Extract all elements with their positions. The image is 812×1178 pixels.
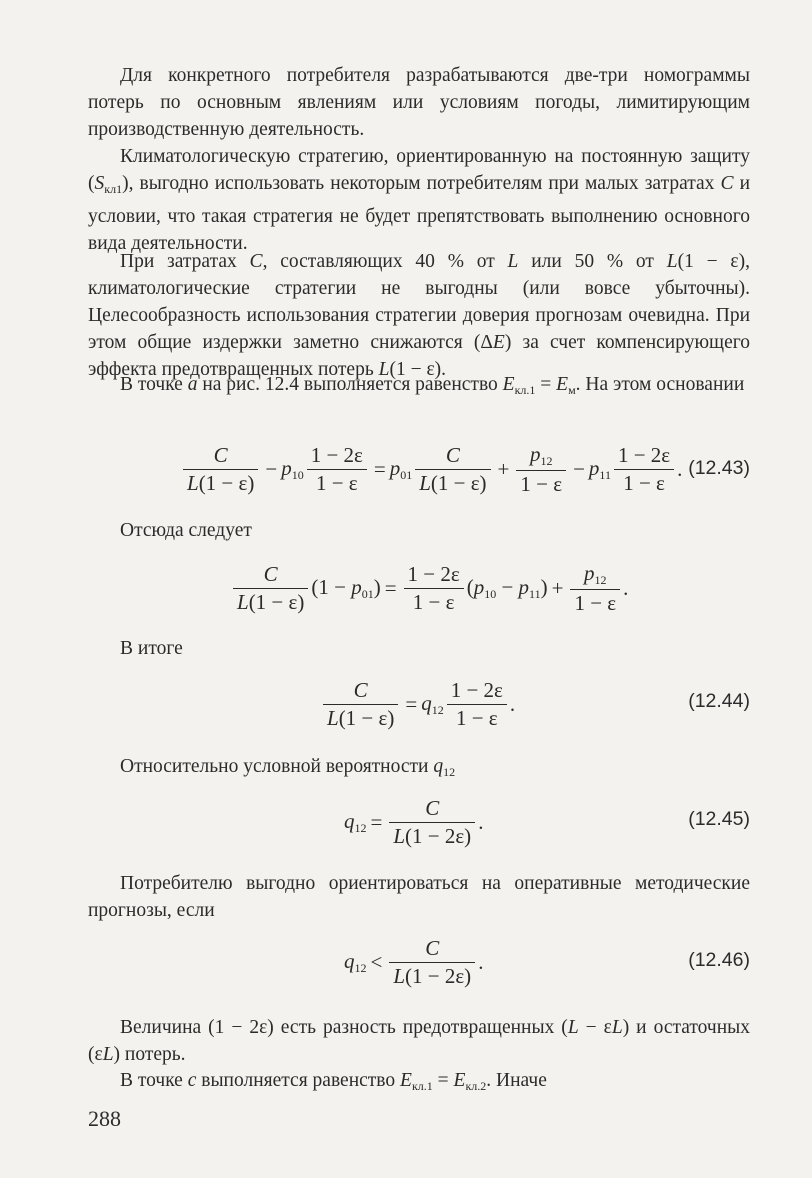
p3-a: При затратах xyxy=(120,251,250,272)
paragraph-1-text: Для конкретного потребителя разрабатываются две-три номограммы потерь по основным явлениям или условиям погоды, лимитирующим производственную деятельность. xyxy=(88,65,750,140)
p3-f: (1 − ε). xyxy=(389,359,447,380)
paragraph-1 xyxy=(88,62,750,143)
symbol-e: E xyxy=(556,374,569,395)
symbol-l: L xyxy=(378,359,390,380)
fraction: $\frac{C}{L(1 - \varepsilon)}$ xyxy=(183,445,258,494)
symbol-c: C xyxy=(720,173,734,194)
p6-b: − ε xyxy=(578,1017,612,1038)
fraction: $\frac{1 - 2\varepsilon}{1 - \varepsilon}$ xyxy=(447,680,507,729)
fraction: $\frac{C}{L(1 - \varepsilon)}$ xyxy=(233,564,308,613)
symbol-e: E xyxy=(492,332,505,353)
equation-12-46: $q_{12}$ < $\frac{C}{L(1 - 2\varepsilon)}$ . xyxy=(344,936,484,988)
fraction: $\frac{C}{L(1 - \varepsilon)}$ xyxy=(415,445,490,494)
p6-d: ) потерь. xyxy=(113,1044,186,1065)
symbol-l: L xyxy=(507,251,519,272)
symbol-c: C xyxy=(249,251,263,272)
symbol-s: S xyxy=(94,173,105,194)
p7-a: В точке xyxy=(120,1070,188,1091)
fraction: $\frac{p_{12}}{1 - \varepsilon}$ xyxy=(516,444,566,495)
p5-text: Потребителю выгодно ориентироваться на оперативные методические прогнозы, если xyxy=(88,873,750,921)
paragraph-4 xyxy=(88,371,750,404)
paragraph-3 xyxy=(88,248,750,383)
equation-12-44: $\frac{C}{L(1 - \varepsilon)}$ = $q_{12}$ $\frac{1 - 2\varepsilon}{1 - \varepsilon}$ . xyxy=(320,680,515,729)
p2-text-c: и условии, что такая стратегия не будет препятствовать выполнению основного вида деятельности. xyxy=(88,173,751,254)
p7-b: выполняется равенство xyxy=(196,1070,401,1091)
sub-kl-1: кл.1 xyxy=(514,383,536,397)
equation-derived: $\frac{C}{L(1 - \varepsilon)}$ $(1 - p_{01})$ = $\frac{1 - 2\varepsilon}{1 - \varepsilon}$ $(p_{10} - p_{11})$ + $\frac{p_{12}}{1 - \varepsilon}$ . xyxy=(230,563,628,614)
equation-number: (12.46) xyxy=(688,949,750,971)
eq-sign: = xyxy=(437,1070,449,1091)
equation-number: (12.44) xyxy=(688,690,750,712)
paragraph-7 xyxy=(88,1067,750,1100)
p2-text-a: Климатологическую стратегию, ориентированную на постоянную защиту ( xyxy=(88,146,750,194)
symbol-c-lower: c xyxy=(187,1070,197,1091)
equation-number: (12.45) xyxy=(688,808,750,830)
fraction: $\frac{C}{L(1 - 2\varepsilon)}$ xyxy=(389,938,475,987)
label-itoge: В итоге xyxy=(120,638,183,659)
symbol-s-sub: кл1 xyxy=(104,182,123,196)
page-number: 288 xyxy=(88,1106,121,1131)
symbol-a: a xyxy=(187,374,198,395)
sub-kl-2: кл.2 xyxy=(465,1079,487,1093)
p2-text-b: ), выгодно использовать некоторым потребителям при малых затратах xyxy=(122,173,721,194)
fraction: $\frac{1 - 2\varepsilon}{1 - \varepsilon}$ xyxy=(307,445,367,494)
sub-m: м xyxy=(568,383,576,397)
label-otsyuda: Отсюда следует xyxy=(120,520,252,541)
p7-c: . Иначе xyxy=(486,1070,547,1091)
symbol-l: L xyxy=(611,1017,623,1038)
equation-12-45: $q_{12}$ = $\frac{C}{L(1 - 2\varepsilon)}$ . xyxy=(344,796,484,848)
symbol-l: L xyxy=(666,251,678,272)
strategy-symbol xyxy=(95,173,123,194)
equation-12-43: $\frac{C}{L(1 - \varepsilon)}$ − $p_{10}$ $\frac{1 - 2\varepsilon}{1 - \varepsilon}$ = $p_{01}$ $\frac{C}{L(1 - \varepsilon)}$ + $\frac{p_{12}}{1 - \varepsilon}$ − $p_{11}$ $\frac{1 - 2\varepsilon}{1 - \varepsilon}$ . xyxy=(180,444,682,495)
p6-a: Величина (1 − 2ε) есть разность предотвращенных ( xyxy=(120,1017,568,1038)
p6-c: ) и остаточных (ε xyxy=(88,1017,750,1065)
label-otnositelno: Относительно условной вероятности $q_{12}$ xyxy=(120,756,456,779)
symbol-l: L xyxy=(102,1044,114,1065)
symbol-l: L xyxy=(567,1017,579,1038)
paragraph-2 xyxy=(88,143,750,257)
eq-sign: = xyxy=(540,374,552,395)
sub-kl-1: кл.1 xyxy=(411,1079,433,1093)
symbol-e: E xyxy=(453,1070,466,1091)
paragraph-5 xyxy=(88,870,750,924)
p4-b: на рис. 12.4 выполняется равенство xyxy=(197,374,503,395)
symbol-e: E xyxy=(400,1070,412,1091)
paragraph-6 xyxy=(88,1014,750,1068)
symbol-e: E xyxy=(502,374,515,395)
fraction: $\frac{p_{12}}{1 - \varepsilon}$ xyxy=(570,563,620,614)
fraction: $\frac{1 - 2\varepsilon}{1 - \varepsilon}$ xyxy=(614,445,674,494)
p4-a: В точке xyxy=(120,374,188,395)
equation-number: (12.43) xyxy=(688,457,750,479)
p3-e: ) за счет компенсирующего эффекта предотвращенных потерь xyxy=(88,332,750,380)
fraction: $\frac{C}{L(1 - 2\varepsilon)}$ xyxy=(389,798,475,847)
p3-b: , составляющих 40 % от xyxy=(262,251,508,272)
p4-c: . На этом основании xyxy=(575,374,745,395)
fraction: $\frac{C}{L(1 - \varepsilon)}$ xyxy=(323,680,398,729)
p3-d: (1 − ε), климатологические стратегии не выгодны (или вовсе убыточны). Целесообразность использования стратегии доверия прогнозам очевидна. При этом общие издержки заметно снижаются (Δ xyxy=(88,251,750,353)
fraction: $\frac{1 - 2\varepsilon}{1 - \varepsilon}$ xyxy=(404,564,464,613)
p3-c: или 50 % от xyxy=(518,251,667,272)
